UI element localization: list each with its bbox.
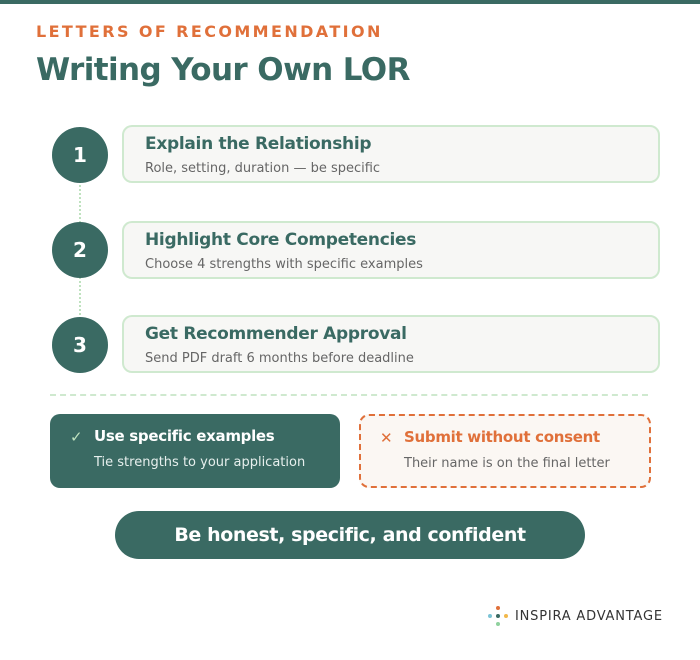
dont-tip-title: Submit without consent — [404, 428, 600, 446]
page-title: Writing Your Own LOR — [36, 52, 410, 88]
do-tip-card — [50, 414, 340, 488]
brand-name: INSPIRA ADVANTAGE — [515, 608, 663, 624]
step-number-badge: 2 — [52, 222, 108, 278]
step-number-badge: 3 — [52, 317, 108, 373]
step-subtitle: Send PDF draft 6 months before deadline — [145, 351, 414, 366]
brand-footer — [487, 605, 663, 627]
cross-icon: ✕ — [380, 429, 393, 447]
do-tip-subtitle: Tie strengths to your application — [94, 455, 306, 470]
step-card — [122, 221, 660, 279]
step-number-badge: 1 — [52, 127, 108, 183]
step-subtitle: Choose 4 strengths with specific examples — [145, 257, 423, 272]
dont-tip-card — [359, 414, 651, 488]
step-card — [122, 315, 660, 373]
step-title: Get Recommender Approval — [145, 324, 407, 344]
section-divider — [50, 394, 648, 396]
checkmark-icon: ✓ — [70, 428, 83, 446]
dont-tip-subtitle: Their name is on the final letter — [404, 456, 610, 471]
callout-banner: Be honest, specific, and confident — [115, 511, 585, 559]
do-tip-title: Use specific examples — [94, 427, 275, 445]
step-subtitle: Role, setting, duration — be specific — [145, 161, 381, 176]
brand-logo-icon — [487, 605, 509, 627]
step-card — [122, 125, 660, 183]
step-title: Highlight Core Competencies — [145, 230, 417, 250]
top-accent-bar — [0, 0, 700, 4]
eyebrow-label: LETTERS OF RECOMMENDATION — [36, 22, 383, 41]
step-title: Explain the Relationship — [145, 134, 372, 154]
